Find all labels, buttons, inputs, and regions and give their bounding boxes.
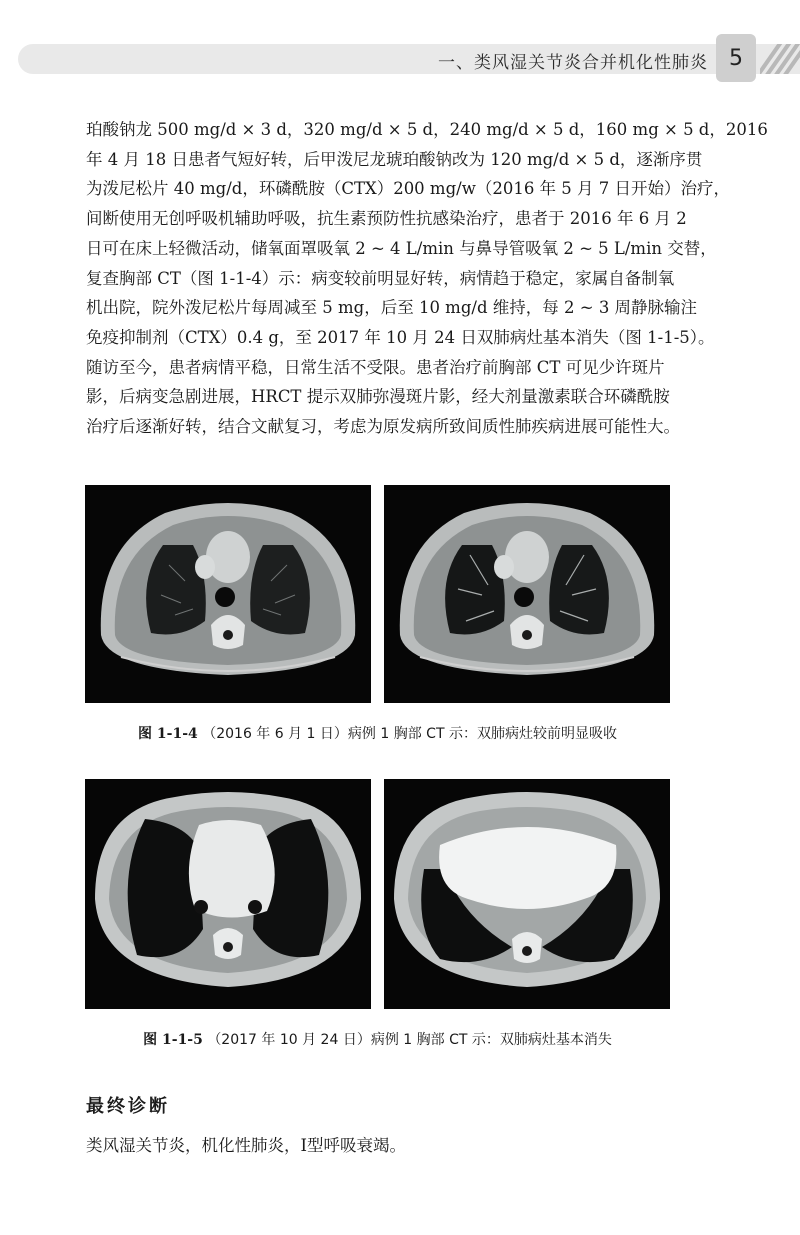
ct-scan-image	[384, 485, 670, 703]
figure-label: 图 1-1-4	[138, 726, 198, 742]
paragraph-line: 治疗后逐渐好转，结合文献复习，考虑为原发病所致间质性肺疾病进展可能性大。	[86, 417, 680, 437]
page-number: 5	[716, 34, 756, 82]
figure-1-1-4	[85, 485, 670, 743]
header-stripes-decoration	[760, 44, 800, 74]
figure-caption	[85, 723, 670, 743]
figure-1-1-5	[85, 779, 670, 1049]
paragraph-line: 为泼尼松片 40 mg/d，环磷酰胺（CTX）200 mg/w（2016 年 5 月 7 日开始）治疗，	[86, 179, 731, 199]
diagnosis-text: 类风湿关节炎，机化性肺炎，Ⅰ型呼吸衰竭。	[86, 1136, 407, 1155]
running-header	[18, 44, 800, 74]
running-header-title: 一、类风湿关节炎合并机化性肺炎	[438, 53, 708, 73]
paragraph-line: 影，后病变急剧进展，HRCT 提示双肺弥漫斑片影，经大剂量激素联合环磷酰胺	[86, 387, 670, 407]
paragraph-line: 间断使用无创呼吸机辅助呼吸，抗生素预防性抗感染治疗，患者于 2016 年 6 月 2	[86, 209, 687, 229]
paragraph-line: 复查胸部 CT（图 1-1-4）示：病变较前明显好转，病情趋于稳定，家属自备制氧	[86, 268, 675, 288]
ct-scan-image	[85, 485, 371, 703]
figure-label: 图 1-1-5	[143, 1032, 203, 1048]
paragraph-line: 年 4 月 18 日患者气短好转，后甲泼尼龙琥珀酸钠改为 120 mg/d × 5 d，逐渐序贯	[86, 149, 703, 169]
figure-caption-text: （2016 年 6 月 1 日）病例 1 胸部 CT 示：双肺病灶较前明显吸收	[202, 726, 617, 742]
paragraph-line: 珀酸钠龙 500 mg/d × 3 d，320 mg/d × 5 d，240 mg/d × 5 d，160 mg × 5 d，2016	[86, 120, 768, 139]
figure-caption-text: （2017 年 10 月 24 日）病例 1 胸部 CT 示：双肺病灶基本消失	[207, 1032, 612, 1048]
ct-scan-image	[384, 779, 670, 1009]
paragraph-line: 随访至今，患者病情平稳，日常生活不受限。患者治疗前胸部 CT 可见少许斑片	[86, 357, 665, 377]
body-paragraph	[86, 115, 768, 442]
paragraph-line: 机出院，院外泼尼松片每周减至 5 mg，后至 10 mg/d 维持，每 2 ~ 3 周静脉输注	[86, 298, 698, 318]
section-heading: 最终诊断	[86, 1096, 170, 1117]
ct-scan-image	[85, 779, 371, 1009]
paragraph-line: 日可在床上轻微活动，储氧面罩吸氧 2 ~ 4 L/min 与鼻导管吸氧 2 ~ 5 L/min 交替，	[86, 238, 717, 258]
figure-caption	[85, 1029, 670, 1049]
paragraph-line: 免疫抑制剂（CTX）0.4 g，至 2017 年 10 月 24 日双肺病灶基本消失（图 1-1-5）。	[86, 327, 715, 347]
